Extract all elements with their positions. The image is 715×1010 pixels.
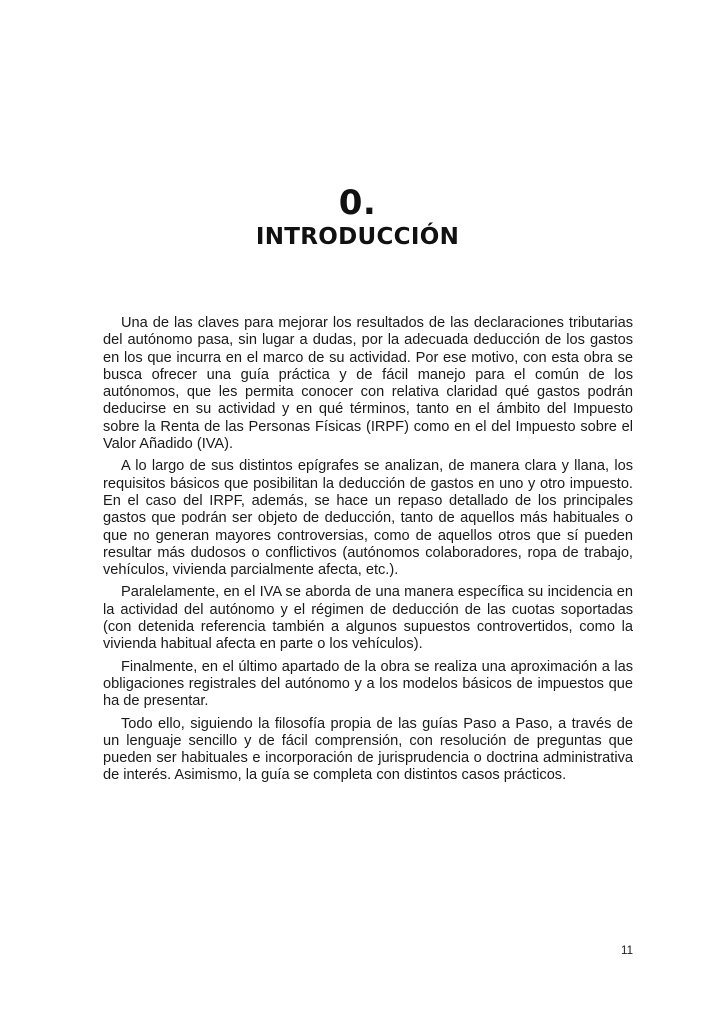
paragraph: A lo largo de sus distintos epígrafes se analizan, de manera clara y llana, los requisitos básicos que posibilitan la deducción de gastos en uno y otro impuesto. En el caso del IRPF, además, se hace un repaso detallado de los principales gastos que podrán ser objeto de deducción, tanto de aquellos más habituales o que no generan mayores controversias, como de aquellos otros que sí pueden resultar más dudosos o conflictivos (autónomos colaboradores, ropa de trabajo, vehículos, vivienda parcialmente afecta, etc.). xyxy=(103,458,633,579)
chapter-title: INTRODUCCIÓN xyxy=(255,224,460,250)
page-number: 11 xyxy=(621,945,633,957)
paragraph: Paralelamente, en el IVA se aborda de una manera específica su incidencia en la actividad del autónomo y el régimen de deducción de las cuotas soportadas (con detenida referencia también a algunos supuestos controvertidos, como la vivienda habitual afecta en parte o los vehículos). xyxy=(103,584,633,653)
paragraph: Finalmente, en el último apartado de la obra se realiza una aproximación a las obligaciones registrales del autónomo y a los modelos básicos de impuestos que ha de presentar. xyxy=(103,658,633,710)
body-text xyxy=(103,315,633,790)
chapter-number: 0. xyxy=(338,183,377,223)
paragraph: Una de las claves para mejorar los resultados de las declaraciones tributarias del autónomo pasa, sin lugar a dudas, por la adecuada deducción de los gastos en los que incurra en el marco de su actividad. Por ese motivo, con esta obra se busca ofrecer una guía práctica y de fácil manejo para el común de los autónomos, que les permita conocer con relativa claridad qué gastos podrán deducirse en su actividad y en qué términos, tanto en el ámbito del Impuesto sobre la Renta de las Personas Físicas (IRPF) como en el del Impuesto sobre el Valor Añadido (IVA). xyxy=(103,315,633,453)
paragraph: Todo ello, siguiendo la filosofía propia de las guías Paso a Paso, a través de un lenguaje sencillo y de fácil comprensión, con resolución de preguntas que pueden ser habituales e incorporación de jurisprudencia o doctrina administrativa de interés. Asimismo, la guía se completa con distintos casos prácticos. xyxy=(103,715,633,784)
